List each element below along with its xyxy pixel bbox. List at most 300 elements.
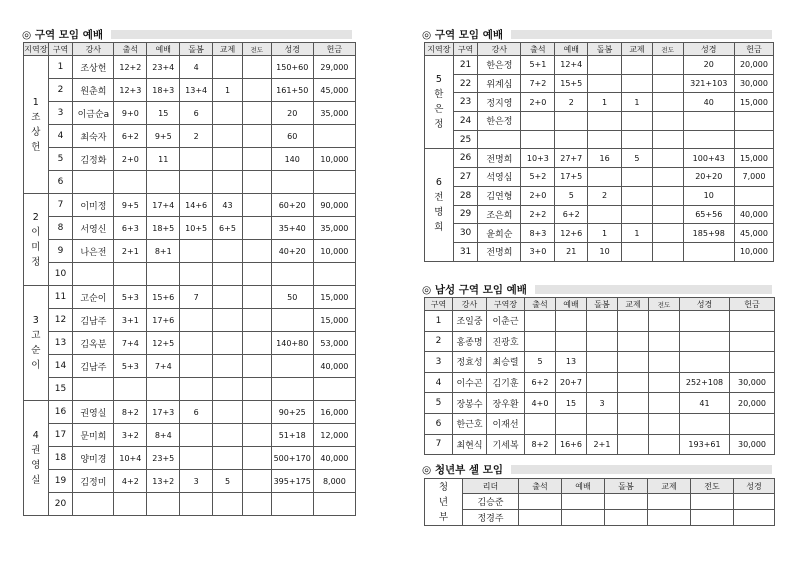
value-cell [180, 309, 213, 332]
district-number: 9 [48, 240, 73, 263]
value-cell: 150+60 [271, 56, 313, 79]
value-cell: 5 [525, 352, 556, 373]
value-cell: 2+0 [521, 93, 555, 112]
value-cell: 6+2 [525, 372, 556, 393]
value-cell [622, 242, 653, 261]
value-cell: 20+20 [683, 168, 734, 187]
value-cell [622, 130, 653, 149]
value-cell [242, 447, 271, 470]
column-header: 성경 [734, 479, 775, 494]
district-number: 24 [453, 112, 478, 131]
region-leader-cell [425, 56, 454, 149]
region-leader-cell [24, 401, 49, 516]
table-row [425, 311, 775, 332]
right-section-title-bar [422, 27, 772, 41]
value-cell [562, 494, 605, 510]
person-name: 장봉수 [453, 393, 487, 414]
value-cell [213, 447, 243, 470]
men-section-title-bar [422, 282, 772, 296]
value-cell [618, 393, 649, 414]
value-cell: 16,000 [313, 401, 355, 424]
value-cell: 2+1 [114, 240, 147, 263]
value-cell: 321+103 [683, 74, 734, 93]
table-row [425, 130, 774, 149]
value-cell: 9+5 [114, 194, 147, 217]
value-cell: 14+6 [180, 194, 213, 217]
value-cell: 17+3 [147, 401, 180, 424]
value-cell [588, 168, 622, 187]
table-row [24, 56, 356, 79]
value-cell: 17+5 [555, 168, 588, 187]
value-cell: 1 [588, 224, 622, 243]
value-cell [147, 378, 180, 401]
value-cell: 4+0 [525, 393, 556, 414]
district-number: 25 [453, 130, 478, 149]
value-cell: 5 [213, 470, 243, 493]
value-cell [562, 510, 605, 526]
table-row [24, 309, 356, 332]
region-char: 한 [434, 89, 444, 101]
value-cell: 16 [588, 149, 622, 168]
table-row [425, 372, 775, 393]
person-name: 한근호 [453, 413, 487, 434]
value-cell [618, 311, 649, 332]
leader-name: 한은정 [478, 56, 521, 75]
person-name: 장우환 [487, 393, 525, 414]
value-cell: 23+4 [147, 56, 180, 79]
value-cell: 9+0 [114, 102, 147, 125]
district-number: 19 [48, 470, 73, 493]
value-cell: 18+3 [147, 79, 180, 102]
value-cell: 100+43 [683, 149, 734, 168]
value-cell [213, 125, 243, 148]
value-cell: 2 [180, 125, 213, 148]
district-number: 1 [48, 56, 73, 79]
value-cell: 90,000 [313, 194, 355, 217]
value-cell: 6+5 [213, 217, 243, 240]
column-header: 구역 [425, 298, 453, 311]
value-cell [652, 130, 683, 149]
value-cell: 90+25 [271, 401, 313, 424]
value-cell [734, 112, 773, 131]
value-cell [147, 493, 180, 516]
value-cell [242, 332, 271, 355]
person-name: 조일중 [453, 311, 487, 332]
leader-name: 한은정 [478, 112, 521, 131]
leader-name [73, 171, 114, 194]
value-cell: 40 [683, 93, 734, 112]
column-header: 출석 [525, 298, 556, 311]
value-cell: 3+2 [114, 424, 147, 447]
youth-label-cell [425, 479, 463, 526]
value-cell [180, 424, 213, 447]
value-cell [734, 510, 775, 526]
value-cell [213, 332, 243, 355]
region-leader-cell [24, 286, 49, 401]
value-cell [556, 311, 587, 332]
value-cell: 45,000 [734, 224, 773, 243]
column-header: 교제 [648, 479, 691, 494]
title-shade-bar [111, 30, 352, 39]
value-cell [147, 171, 180, 194]
district-number: 22 [453, 74, 478, 93]
value-cell [691, 494, 734, 510]
value-cell [622, 168, 653, 187]
value-cell: 30,000 [734, 74, 773, 93]
value-cell: 15+6 [147, 286, 180, 309]
value-cell: 3 [587, 393, 618, 414]
value-cell: 40+20 [271, 240, 313, 263]
table-row [425, 168, 774, 187]
district-number: 30 [453, 224, 478, 243]
table-row [425, 510, 775, 526]
leader-name: 조은희 [478, 205, 521, 224]
column-header: 구역 [48, 43, 73, 56]
value-cell [242, 378, 271, 401]
column-header: 전도 [691, 479, 734, 494]
person-name: 이재선 [487, 413, 525, 434]
value-cell [649, 331, 680, 352]
value-cell: 252+108 [680, 372, 730, 393]
value-cell [652, 112, 683, 131]
leader-name: 권영실 [73, 401, 114, 424]
region-char: 고 [31, 330, 41, 341]
value-cell: 5+1 [521, 56, 555, 75]
district-number: 3 [425, 352, 453, 373]
value-cell: 6 [180, 102, 213, 125]
region-char: 상 [31, 126, 41, 138]
table-row [425, 74, 774, 93]
region-char: 헌 [31, 141, 41, 153]
district-number: 6 [425, 413, 453, 434]
value-cell: 7,000 [734, 168, 773, 187]
value-cell [114, 263, 147, 286]
value-cell: 8+1 [147, 240, 180, 263]
value-cell [622, 74, 653, 93]
person-name: 이수곤 [453, 372, 487, 393]
district-number: 26 [453, 149, 478, 168]
column-header: 교제 [213, 43, 243, 56]
value-cell: 2+0 [521, 186, 555, 205]
value-cell: 15 [147, 102, 180, 125]
value-cell [588, 130, 622, 149]
value-cell [649, 352, 680, 373]
youth-section-title: ◎ 청년부 셀 모임 [422, 462, 511, 477]
column-header: 전도 [649, 298, 680, 311]
table-row [425, 494, 775, 510]
column-header: 출석 [519, 479, 562, 494]
district-number: 7 [48, 194, 73, 217]
leader-name: 김정미 [73, 470, 114, 493]
leader-name: 정경주 [463, 510, 519, 526]
value-cell [622, 56, 653, 75]
district-number: 13 [48, 332, 73, 355]
value-cell [525, 413, 556, 434]
value-cell: 53,000 [313, 332, 355, 355]
district-number: 2 [48, 79, 73, 102]
value-cell: 2 [555, 93, 588, 112]
district-number: 2 [425, 331, 453, 352]
title-shade-bar [511, 465, 772, 474]
value-cell [180, 240, 213, 263]
value-cell [648, 494, 691, 510]
value-cell [213, 401, 243, 424]
value-cell [521, 112, 555, 131]
value-cell [313, 263, 355, 286]
table-row [24, 401, 356, 424]
value-cell [213, 56, 243, 79]
value-cell: 2+1 [587, 434, 618, 455]
region-char: 이 [31, 226, 41, 238]
value-cell [680, 311, 730, 332]
value-cell [691, 510, 734, 526]
region-char: 6 [435, 177, 442, 188]
leader-name: 전명희 [478, 149, 521, 168]
value-cell: 8+2 [114, 401, 147, 424]
district-number: 18 [48, 447, 73, 470]
value-cell: 20+7 [556, 372, 587, 393]
person-name: 이춘근 [487, 311, 525, 332]
value-cell [242, 263, 271, 286]
value-cell: 8+3 [521, 224, 555, 243]
value-cell: 193+61 [680, 434, 730, 455]
title-shade-bar [535, 285, 772, 294]
value-cell [313, 125, 355, 148]
header-row [425, 298, 775, 311]
region-char: 1 [32, 96, 39, 108]
district-number: 31 [453, 242, 478, 261]
value-cell [618, 434, 649, 455]
value-cell [242, 79, 271, 102]
table-row [425, 331, 775, 352]
leader-name: 김옥분 [73, 332, 114, 355]
value-cell [652, 242, 683, 261]
value-cell [242, 240, 271, 263]
region-char: 순 [31, 345, 41, 356]
value-cell: 3+0 [521, 242, 555, 261]
column-header: 예배 [556, 298, 587, 311]
value-cell: 1 [622, 93, 653, 112]
value-cell: 8,000 [313, 470, 355, 493]
value-cell: 5+2 [521, 168, 555, 187]
value-cell: 2+0 [114, 148, 147, 171]
youth-label-char: 부 [438, 511, 449, 523]
value-cell: 1 [622, 224, 653, 243]
value-cell [242, 194, 271, 217]
value-cell: 40,000 [313, 355, 355, 378]
leader-name: 석영심 [478, 168, 521, 187]
region-char: 영 [31, 460, 41, 471]
value-cell [652, 224, 683, 243]
leader-name: 윤희순 [478, 224, 521, 243]
value-cell [242, 424, 271, 447]
value-cell [618, 372, 649, 393]
column-header: 돌봄 [180, 43, 213, 56]
value-cell: 20 [683, 56, 734, 75]
value-cell: 6+3 [114, 217, 147, 240]
value-cell [271, 355, 313, 378]
person-name: 최현식 [453, 434, 487, 455]
region-char: 조 [31, 111, 41, 123]
region-char: 2 [32, 211, 39, 223]
youth-label-char: 청 [438, 481, 449, 493]
value-cell [271, 171, 313, 194]
leader-name: 고순이 [73, 286, 114, 309]
leader-name: 김승준 [463, 494, 519, 510]
column-header: 성경 [683, 43, 734, 56]
value-cell: 140 [271, 148, 313, 171]
value-cell: 35+40 [271, 217, 313, 240]
district-number: 7 [425, 434, 453, 455]
district-number: 6 [48, 171, 73, 194]
value-cell [147, 263, 180, 286]
table-row [24, 424, 356, 447]
value-cell [587, 331, 618, 352]
district-number: 5 [48, 148, 73, 171]
youth-cell-table [424, 478, 775, 526]
leader-name: 이금순a [73, 102, 114, 125]
value-cell [519, 510, 562, 526]
value-cell: 5+3 [114, 355, 147, 378]
leader-name [73, 493, 114, 516]
value-cell [213, 378, 243, 401]
column-header: 강사 [453, 298, 487, 311]
district-number: 27 [453, 168, 478, 187]
region-char: 권 [31, 445, 41, 456]
value-cell: 20 [271, 102, 313, 125]
value-cell: 10+4 [114, 447, 147, 470]
column-header: 리더 [463, 479, 519, 494]
value-cell [618, 331, 649, 352]
value-cell [242, 309, 271, 332]
column-header: 전도 [242, 43, 271, 56]
region-char: 실 [31, 475, 41, 486]
value-cell [680, 352, 730, 373]
value-cell: 161+50 [271, 79, 313, 102]
value-cell [680, 413, 730, 434]
value-cell [242, 217, 271, 240]
value-cell: 40,000 [734, 205, 773, 224]
district-number: 12 [48, 309, 73, 332]
value-cell [313, 493, 355, 516]
district-number: 28 [453, 186, 478, 205]
table-row [425, 434, 775, 455]
value-cell [180, 378, 213, 401]
value-cell: 395+175 [271, 470, 313, 493]
value-cell: 15+5 [555, 74, 588, 93]
value-cell: 10 [588, 242, 622, 261]
district-number: 1 [425, 311, 453, 332]
value-cell: 13+4 [180, 79, 213, 102]
table-row [425, 224, 774, 243]
district-number: 5 [425, 393, 453, 414]
region-char: 4 [32, 430, 39, 441]
table-row [24, 194, 356, 217]
district-number: 10 [48, 263, 73, 286]
value-cell [587, 311, 618, 332]
value-cell: 12+5 [147, 332, 180, 355]
value-cell [734, 494, 775, 510]
value-cell [242, 493, 271, 516]
table-row [425, 56, 774, 75]
value-cell: 2 [588, 186, 622, 205]
district-number: 11 [48, 286, 73, 309]
table-row [425, 413, 775, 434]
value-cell [313, 171, 355, 194]
value-cell [313, 378, 355, 401]
value-cell [242, 56, 271, 79]
value-cell: 12+3 [114, 79, 147, 102]
leader-name: 김남주 [73, 355, 114, 378]
leader-name: 정지영 [478, 93, 521, 112]
table-row [24, 286, 356, 309]
value-cell [556, 413, 587, 434]
value-cell [652, 56, 683, 75]
value-cell: 1 [213, 79, 243, 102]
district-number: 29 [453, 205, 478, 224]
value-cell [622, 112, 653, 131]
value-cell: 12+4 [555, 56, 588, 75]
value-cell [605, 494, 648, 510]
value-cell: 15 [556, 393, 587, 414]
value-cell: 30,000 [730, 372, 775, 393]
value-cell: 20,000 [730, 393, 775, 414]
column-header: 성경 [680, 298, 730, 311]
leader-name: 이미정 [73, 194, 114, 217]
value-cell [180, 171, 213, 194]
district-number: 3 [48, 102, 73, 125]
value-cell: 6+2 [555, 205, 588, 224]
value-cell [213, 355, 243, 378]
value-cell [683, 242, 734, 261]
value-cell: 11 [147, 148, 180, 171]
value-cell [180, 263, 213, 286]
district-number: 23 [453, 93, 478, 112]
value-cell [180, 148, 213, 171]
title-shade-bar [511, 30, 772, 39]
column-header: 지역장 [24, 44, 48, 54]
value-cell [555, 112, 588, 131]
value-cell [730, 331, 775, 352]
value-cell: 29,000 [313, 56, 355, 79]
region-char: 정 [434, 119, 444, 131]
region-char: 정 [31, 256, 41, 268]
value-cell: 10+5 [180, 217, 213, 240]
leader-name: 김연형 [478, 186, 521, 205]
value-cell [180, 447, 213, 470]
district-number: 8 [48, 217, 73, 240]
value-cell [730, 352, 775, 373]
value-cell [622, 205, 653, 224]
value-cell: 6+2 [114, 125, 147, 148]
value-cell: 2+2 [521, 205, 555, 224]
value-cell: 12+2 [114, 56, 147, 79]
value-cell: 15,000 [734, 93, 773, 112]
district-number: 15 [48, 378, 73, 401]
leader-name: 원춘희 [73, 79, 114, 102]
value-cell [680, 331, 730, 352]
person-name: 김기훈 [487, 372, 525, 393]
value-cell [649, 393, 680, 414]
header-row [425, 479, 775, 494]
value-cell [652, 149, 683, 168]
value-cell: 17+4 [147, 194, 180, 217]
value-cell [242, 171, 271, 194]
value-cell [649, 434, 680, 455]
district-number: 16 [48, 401, 73, 424]
leader-name: 나은전 [73, 240, 114, 263]
value-cell [605, 510, 648, 526]
